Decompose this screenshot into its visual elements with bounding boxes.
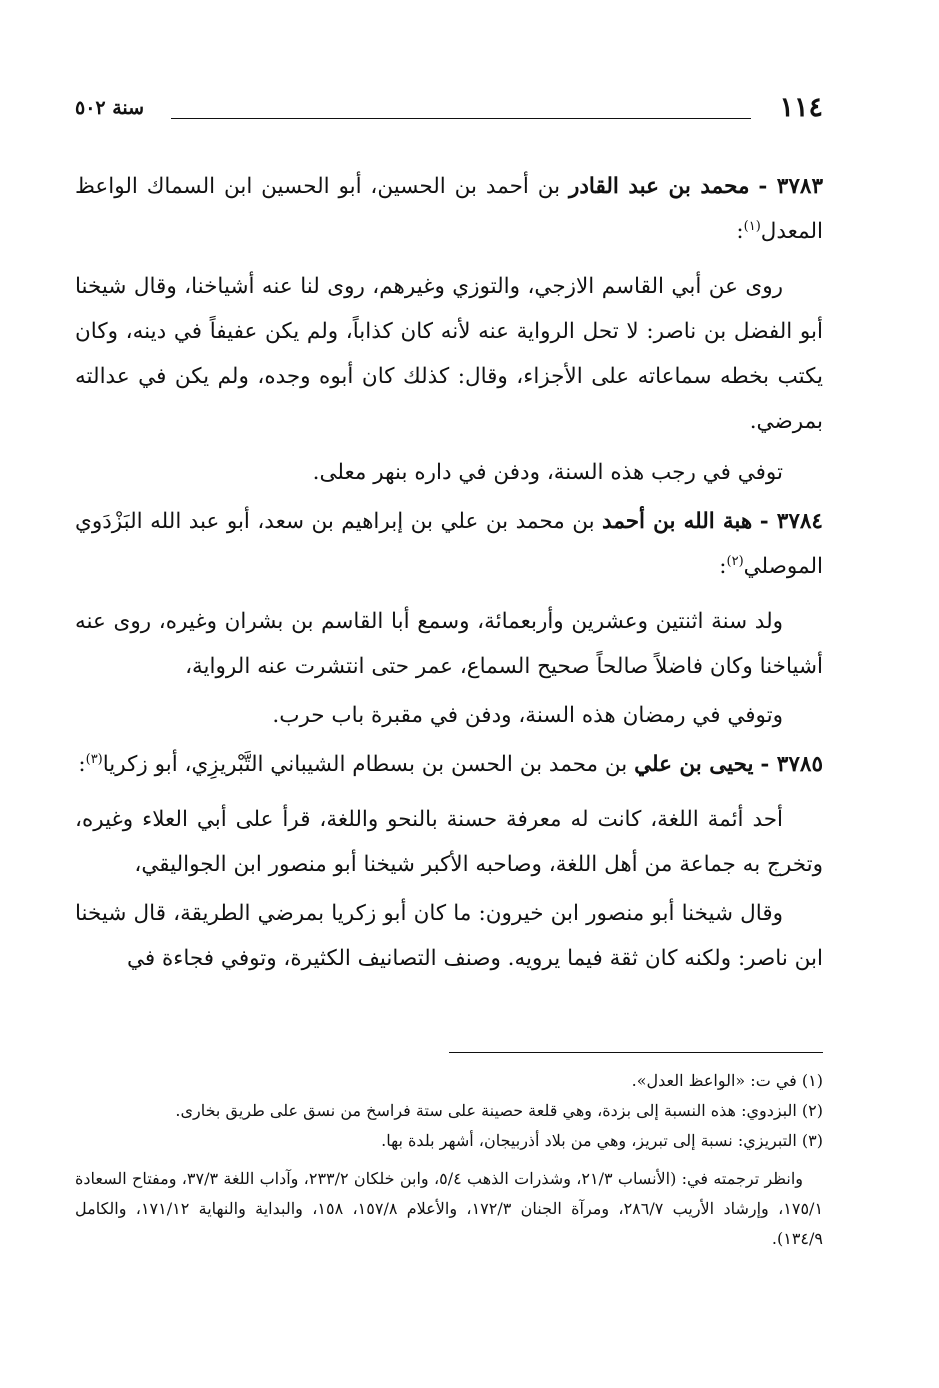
footnote-rule (449, 1052, 823, 1053)
footnote-ref: (٢) (726, 553, 744, 569)
entry-paragraph: توفي في رجب هذه السنة، ودفن في داره بنهر معلى. (312, 460, 783, 485)
footnote-ref: (١) (743, 218, 761, 234)
entry-colon: : (736, 219, 744, 244)
entry-paragraph: وقال شيخنا أبو منصور ابن خيرون: ما كان أبو زكريا بمرضي الطريقة، قال شيخنا ابن ناصر: ولكنه كان ثقة فيما يرويه. وصنف التصانيف الكثيرة، وتوفي فجاءة في (75, 901, 823, 971)
entry-colon: : (78, 752, 86, 777)
footnote: (٣) التبريزي: نسبة إلى تبريز، وهي من بلاد أذربيجان، أشهر بلدة بها. (381, 1131, 823, 1150)
entry-number: ٣٧٨٣ - (758, 174, 823, 199)
entry-paragraph: وتوفي في رمضان هذه السنة، ودفن في مقبرة باب حرب. (272, 703, 783, 728)
entry-lineage: بن أحمد بن الحسين، أبو الحسين ابن السماك الواعظ المعدل (75, 174, 823, 244)
entry-heading (75, 164, 823, 254)
entry-number: ٣٧٨٤ - (759, 509, 823, 534)
page-body (75, 160, 823, 981)
sources-note: وانظر ترجمته في: (الأنساب ٢١/٣، وشذرات الذهب ٥/٤، وابن خلكان ٢٣٣/٢، وآداب اللغة ٣٧/٣، ومفتاح السعادة ١٧٥/١، وإرشاد الأريب ٢٨٦/٧، ومرآة الجنان ١٧٢/٣، والأعلام ١٥٧/٨، ١٥٨، والبداية والنهاية ١٧١/١٢، والكامل ١٣٤/٩). (75, 1169, 824, 1248)
header-rule (171, 118, 751, 119)
entry-lineage: بن محمد بن علي بن إبراهيم بن سعد، أبو عبد الله البَزْدَوي الموصلي (75, 509, 823, 579)
entry-paragraph: روى عن أبي القاسم الازجي، والتوزي وغيرهم، روى لنا عنه أشياخنا، وقال شيخنا أبو الفضل بن ناصر: لا تحل الرواية عنه لأنه كان كذاباً، ولم يكن عفيفاً في دينه، وكان يكتب بخطه سماعاته على الأجزاء، وقال: كذلك كان أبوه وجده، ولم يكن في عدالته بمرضي. (75, 274, 823, 434)
entry-number: ٣٧٨٥ - (760, 752, 823, 777)
entry-colon: : (719, 554, 727, 579)
footnotes (75, 1066, 823, 1254)
entry-lineage: بن محمد بن الحسن بن بسطام الشيباني التَّبْريزِي، أبو زكريا (102, 752, 635, 777)
footnote: (١) في ت: «الواعظ العدل». (631, 1071, 823, 1090)
footnote: (٢) البزدوي: هذه النسبة إلى بزدة، وهي قلعة حصينة على ستة فراسخ من نسق على طريق بخارى. (175, 1101, 823, 1120)
footnote-ref: (٣) (85, 751, 103, 767)
page-header (75, 92, 823, 132)
entry-heading (75, 499, 823, 589)
page-number: ١١٤ (779, 92, 823, 123)
entry-name: هبة الله بن أحمد (602, 509, 753, 534)
entry-heading (75, 742, 823, 787)
entry-name: محمد بن عبد القادر (568, 174, 750, 199)
entry-paragraph: أحد أئمة اللغة، كانت له معرفة حسنة بالنحو واللغة، قرأ على أبي العلاء وغيره، وتخرج به جماعة من أهل اللغة، وصاحبه الأكبر شيخنا أبو منصور ابن الجواليقي، (75, 807, 823, 877)
entry-paragraph: ولد سنة اثنتين وعشرين وأربعمائة، وسمع أبا القاسم بن بشران وغيره، روى عنه أشياخنا وكان فاضلاً صالحاً صحيح السماع، عمر حتى انتشرت عنه الرواية، (75, 609, 823, 679)
running-head-year: سنة ٥٠٢ (75, 97, 145, 119)
entry-name: يحيى بن علي (634, 752, 754, 777)
